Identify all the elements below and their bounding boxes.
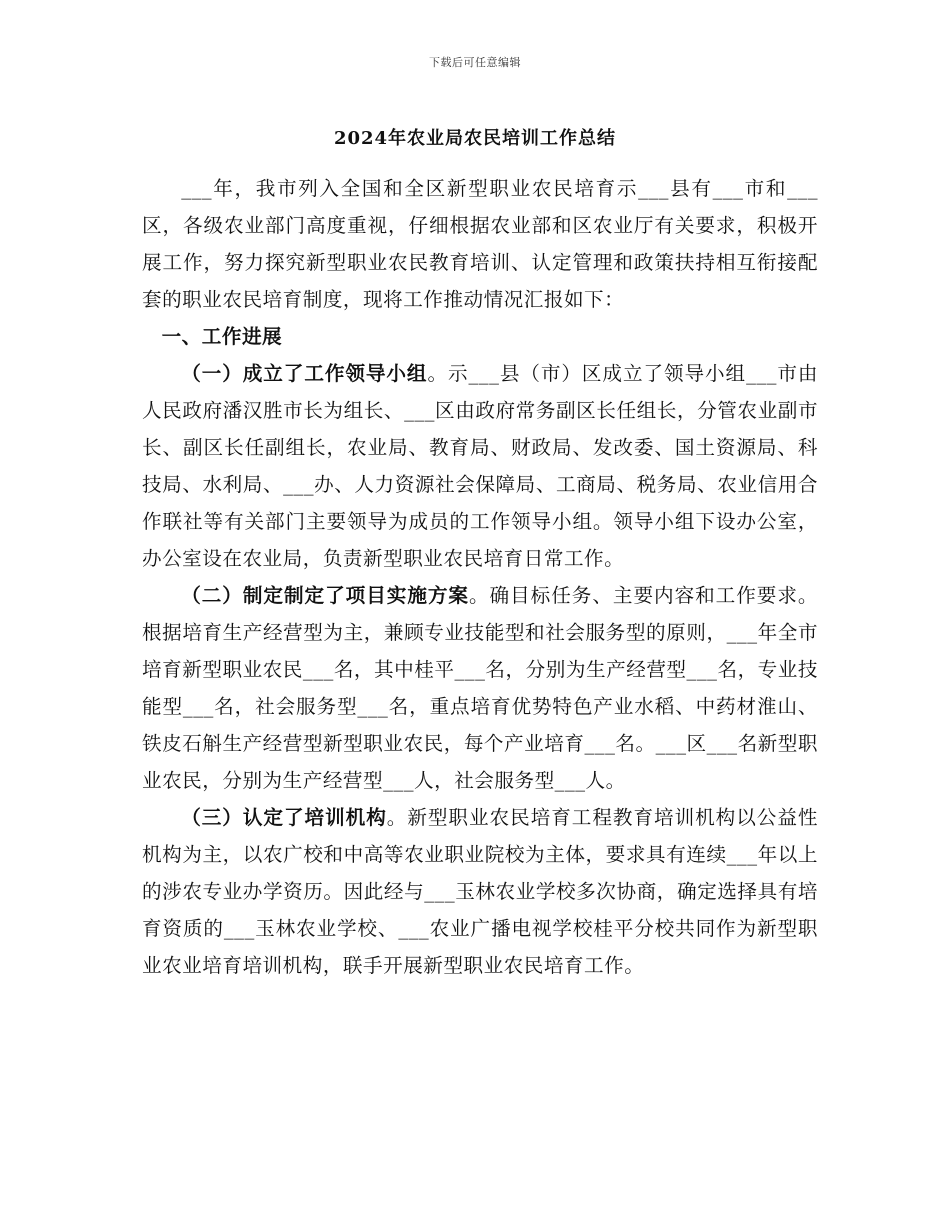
- item-1-lead: （一）成立了工作领导小组: [181, 362, 428, 385]
- item-1-text: 。示___县（市）区成立了领导小组___市由人民政府潘汉胜市长为组长、___区由政府常务副区长任组长，分管农业副市长、副区长任副组长，农业局、教育局、财政局、发改委、国土资源局、科技局、水利局、___办、人力资源社会保障局、工商局、税务局、农业信用合作联社等有关部门主要领导为成员的工作领导小组。领导小组下设办公室，办公室设在农业局，负责新型职业农民培育日常工作。: [142, 362, 819, 570]
- item-3-text: 。新型职业农民培育工程教育培训机构以公益性机构为主，以农广校和中高等农业职业院校为主体，要求具有连续___年以上的涉农专业办学资历。因此经与___玉林农业学校多次协商，确定选择具有培育资质的___玉林农业学校、___农业广播电视学校桂平分校共同作为新型职业农业培育培训机构，联手开展新型职业农民培育工作。: [142, 806, 819, 977]
- document-title: 2024年农业局农民培训工作总结: [333, 128, 617, 149]
- item-2-lead: （二）制定制定了项目实施方案: [181, 584, 469, 607]
- intro-paragraph: ___年，我市列入全国和全区新型职业农民培育示___县有___市和___区，各级农业部门高度重视，仔细根据农业部和区农业厅有关要求，积极开展工作，努力探究新型职业农民教育培训、认定管理和政策扶持相互衔接配套的职业农民培育制度，现将工作推动情况汇报如下：: [142, 177, 818, 311]
- item-2-text: 。确目标任务、主要内容和工作要求。根据培育生产经营型为主，兼顾专业技能型和社会服务型的原则，___年全市培育新型职业农民___名，其中桂平___名，分别为生产经营型___名，专业技能型___名，社会服务型___名，重点培育优势特色产业水稻、中药材淮山、铁皮石斛生产经营型新型职业农民，每个产业培育___名。___区___名新型职业农民，分别为生产经营型___人，社会服务型___人。: [142, 584, 819, 792]
- header-note: 下载后可任意编辑: [429, 56, 521, 69]
- item-3-lead: （三）认定了培训机构: [181, 806, 387, 829]
- section-heading-work-progress: 一、工作进展: [161, 325, 283, 348]
- item-2-paragraph: [142, 577, 818, 799]
- document-body: [142, 170, 818, 984]
- item-3-paragraph: [142, 799, 818, 984]
- item-1-paragraph: [142, 355, 818, 577]
